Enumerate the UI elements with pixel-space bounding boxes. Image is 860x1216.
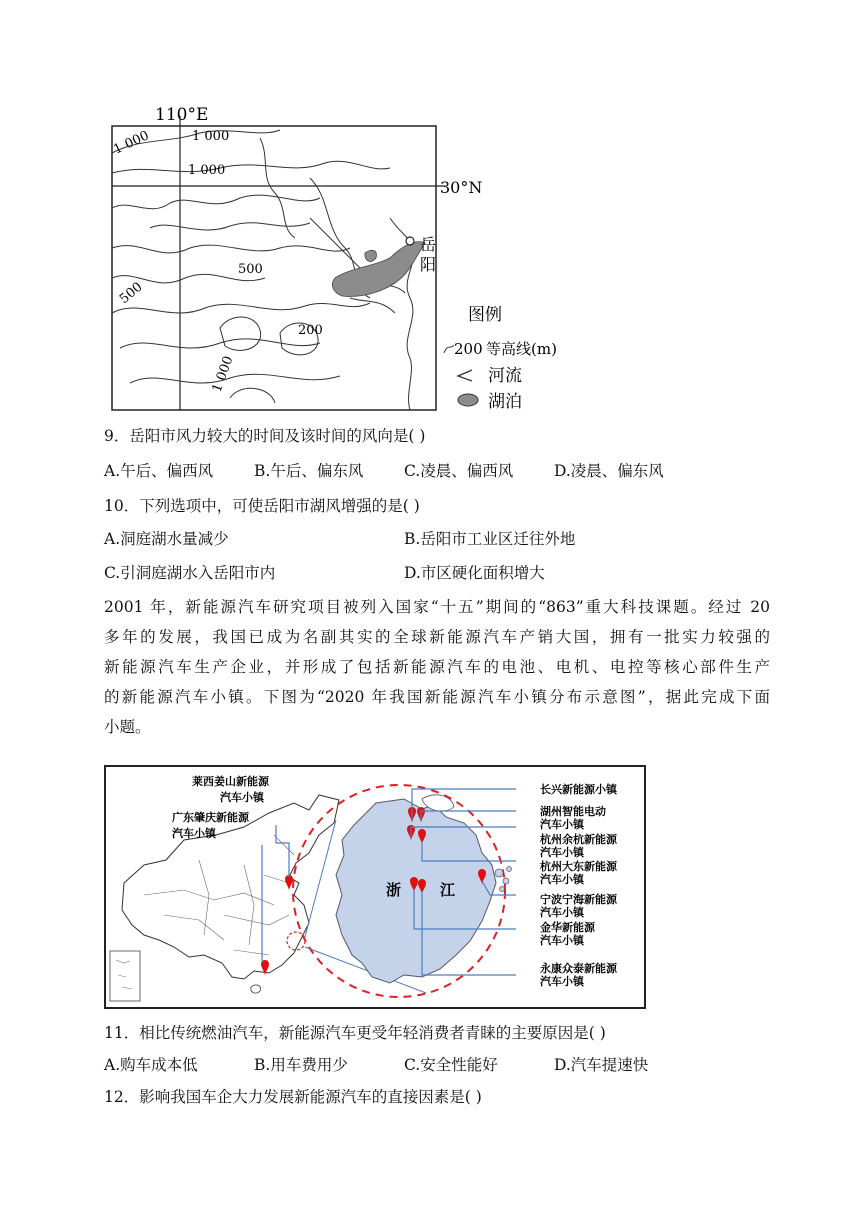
question-10-stem: 10．下列选项中，可使岳阳市湖风增强的是( )	[104, 497, 420, 515]
q9-option-d: D.凌晨、偏东风	[554, 462, 664, 480]
changxing-label: 长兴新能源小镇	[540, 783, 617, 796]
huzhou-label-2: 汽车小镇	[540, 818, 584, 831]
city-label-char-2: 阳	[420, 255, 437, 274]
question-11-stem: 11．相比传统燃油汽车，新能源汽车更受年轻消费者青睐的主要原因是( )	[104, 1024, 606, 1042]
legend-contour-value: 200	[454, 340, 483, 358]
passage-line: 的新能源汽车小镇。下图为“2020 年我国新能源汽车小镇分布示意图”，据此完成下面	[104, 688, 770, 706]
lake-legend-icon	[458, 394, 478, 406]
q10-option-b: B.岳阳市工业区迁往外地	[404, 530, 576, 548]
dadong-label-2: 汽车小镇	[540, 873, 584, 886]
yuhang-label-2: 汽车小镇	[540, 846, 584, 859]
nev-town-map	[104, 765, 646, 1009]
contour-map	[110, 98, 557, 413]
question-12-stem: 12．影响我国车企大力发展新能源汽车的直接因素是( )	[104, 1088, 482, 1106]
q10-option-c: C.引洞庭湖水入岳阳市内	[104, 564, 276, 582]
province-char: 浙	[386, 881, 402, 899]
longitude-label: 110°E	[155, 105, 209, 125]
huzhou-label-1: 湖州智能电动	[540, 805, 606, 818]
ninghai-label-1: 宁波宁海新能源	[540, 893, 617, 906]
contour-label: 1 000	[209, 354, 237, 395]
yongkang-label-2: 汽车小镇	[540, 975, 584, 988]
zhaoqing-label-2: 汽车小镇	[172, 827, 216, 840]
legend-title: 图例	[468, 305, 502, 325]
q9-option-b: B.午后、偏东风	[254, 462, 364, 480]
dadong-label-1: 杭州大东新能源	[540, 860, 617, 873]
passage-line: 小题。	[104, 718, 151, 736]
contour-label: 200	[298, 323, 323, 338]
q11-option-d: D.汽车提速快	[554, 1056, 649, 1074]
question-9-stem: 9．岳阳市风力较大的时间及该时间的风向是( )	[104, 427, 426, 445]
contour-label: 500	[116, 279, 146, 308]
laixi-label-1: 莱西姜山新能源	[192, 775, 269, 788]
contour-label: 500	[238, 262, 263, 277]
q11-option-a: A.购车成本低	[104, 1056, 198, 1074]
zhaoqing-label-1: 广东肇庆新能源	[172, 811, 249, 824]
q9-option-c: C.凌晨、偏西风	[404, 462, 514, 480]
legend-river-text: 河流	[488, 366, 522, 386]
contour-label: 1 000	[192, 129, 230, 144]
legend-lake-text: 湖泊	[488, 392, 522, 412]
q10-option-a: A.洞庭湖水量减少	[104, 530, 229, 548]
passage-line: 多年的发展，我国已成为名副其实的全球新能源汽车产销大国，拥有一批实力较强的	[104, 628, 770, 646]
laixi-label-2: 汽车小镇	[220, 791, 264, 804]
ninghai-label-2: 汽车小镇	[540, 906, 584, 919]
contour-label: 1 000	[188, 163, 226, 178]
passage-line: 2001 年，新能源汽车研究项目被列入国家“十五”期间的“863”重大科技课题。经过 20	[104, 598, 770, 616]
province-char: 江	[440, 881, 456, 899]
yongkang-label-1: 永康众泰新能源	[540, 962, 617, 975]
contour-label: 1 000	[111, 128, 152, 158]
q11-option-b: B.用车费用少	[254, 1056, 348, 1074]
jinhua-label-2: 汽车小镇	[540, 934, 584, 947]
legend-contour-text: 等高线(m)	[486, 340, 557, 358]
city-label-char-1: 岳	[420, 235, 437, 254]
river-legend-icon	[458, 370, 472, 381]
passage-line: 新能源汽车生产企业，并形成了包括新能源汽车的电池、电机、电控等核心部件生产	[104, 658, 770, 676]
yuhang-label-1: 杭州余杭新能源	[540, 833, 617, 846]
q11-option-c: C.安全性能好	[404, 1056, 498, 1074]
q10-option-d: D.市区硬化面积增大	[404, 564, 545, 582]
passage	[104, 592, 770, 742]
q9-option-a: A.午后、偏西风	[104, 462, 214, 480]
jinhua-label-1: 金华新能源	[540, 921, 595, 934]
latitude-label: 30°N	[440, 178, 483, 197]
